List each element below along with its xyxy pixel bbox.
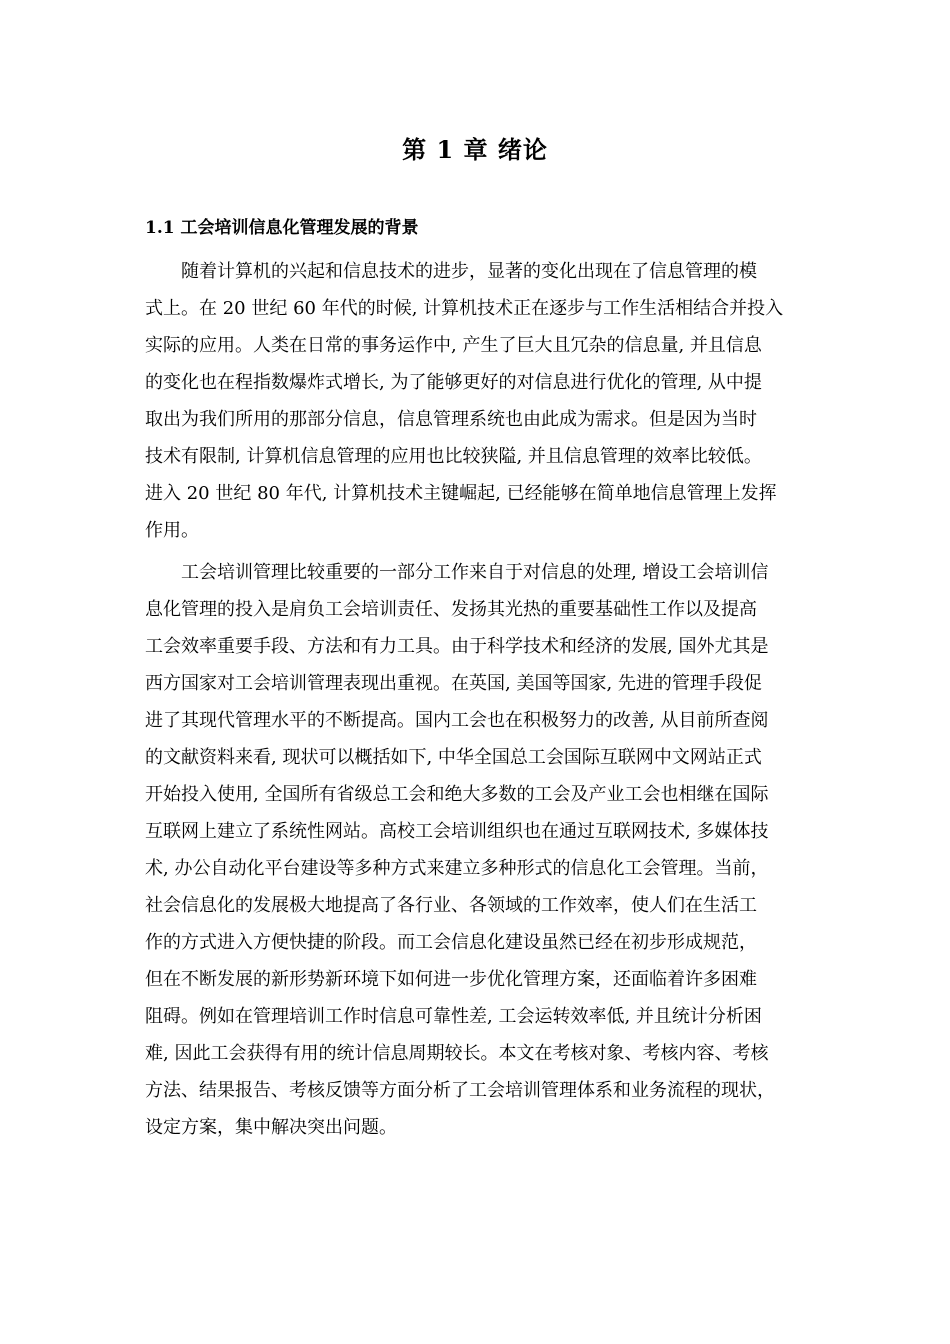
paragraph-line: 社会信息化的发展极大地提高了各行业、各领域的工作效率，使人们在生活工 (145, 895, 757, 916)
paragraph-line: 方法、结果报告、考核反馈等方面分析了工会培训管理体系和业务流程的现状， (145, 1080, 775, 1101)
paragraph-line: 取出为我们所用的那部分信息，信息管理系统也由此成为需求。但是因为当时 (145, 409, 757, 430)
paragraph-line: 阻碍。例如在管理培训工作时信息可靠性差, 工会运转效率低, 并且统计分析困 (145, 1006, 762, 1027)
paragraph-line: 工会效率重要手段、方法和有力工具。由于科学技术和经济的发展, 国外尤其是 (145, 636, 769, 657)
paragraph-line: 息化管理的投入是肩负工会培训责任、发扬其光热的重要基础性工作以及提高 (145, 599, 757, 620)
paragraph-line: 开始投入使用, 全国所有省级总工会和绝大多数的工会及产业工会也相继在国际 (145, 784, 769, 805)
paragraph-line: 进入 20 世纪 80 年代, 计算机技术主键崛起, 已经能够在简单地信息管理上发挥 (145, 483, 777, 504)
paragraph-line: 实际的应用。人类在日常的事务运作中, 产生了巨大且冗杂的信息量, 并且信息 (145, 335, 762, 356)
paragraph-line: 设定方案，集中解决突出问题。 (145, 1117, 397, 1138)
paragraph-line: 难, 因此工会获得有用的统计信息周期较长。本文在考核对象、考核内容、考核 (145, 1043, 769, 1064)
paragraph-line: 西方国家对工会培训管理表现出重视。在英国, 美国等国家, 先进的管理手段促 (145, 673, 762, 694)
paragraph-line: 随着计算机的兴起和信息技术的进步，显著的变化出现在了信息管理的模 (181, 261, 757, 282)
paragraph-line: 但在不断发展的新形势新环境下如何进一步优化管理方案，还面临着许多困难 (145, 969, 757, 990)
paragraph-line: 技术有限制, 计算机信息管理的应用也比较狭隘, 并且信息管理的效率比较低。 (145, 446, 762, 467)
paragraph-line: 互联网上建立了系统性网站。高校工会培训组织也在通过互联网技术, 多媒体技 (145, 821, 769, 842)
paragraph-line: 作用。 (145, 520, 199, 541)
paragraph-line: 作的方式进入方便快捷的阶段。而工会信息化建设虽然已经在初步形成规范， (145, 932, 757, 953)
paragraph-line: 式上。在 20 世纪 60 年代的时候, 计算机技术正在逐步与工作生活相结合并投入 (145, 298, 784, 319)
section-heading: 1.1 工会培训信息化管理发展的背景 (145, 218, 419, 238)
paragraph-line: 的变化也在程指数爆炸式增长, 为了能够更好的对信息进行优化的管理, 从中提 (145, 372, 762, 393)
paragraph-line: 工会培训管理比较重要的一部分工作来自于对信息的处理, 增设工会培训信 (181, 562, 769, 583)
paragraph-line: 术, 办公自动化平台建设等多种方式来建立多种形式的信息化工会管理。当前， (145, 858, 769, 879)
paragraph-line: 的文献资料来看, 现状可以概括如下, 中华全国总工会国际互联网中文网站正式 (145, 747, 762, 768)
chapter-title: 第 1 章 绪论 (402, 135, 548, 164)
paragraph-line: 进了其现代管理水平的不断提高。国内工会也在积极努力的改善, 从目前所查阅 (145, 710, 769, 731)
